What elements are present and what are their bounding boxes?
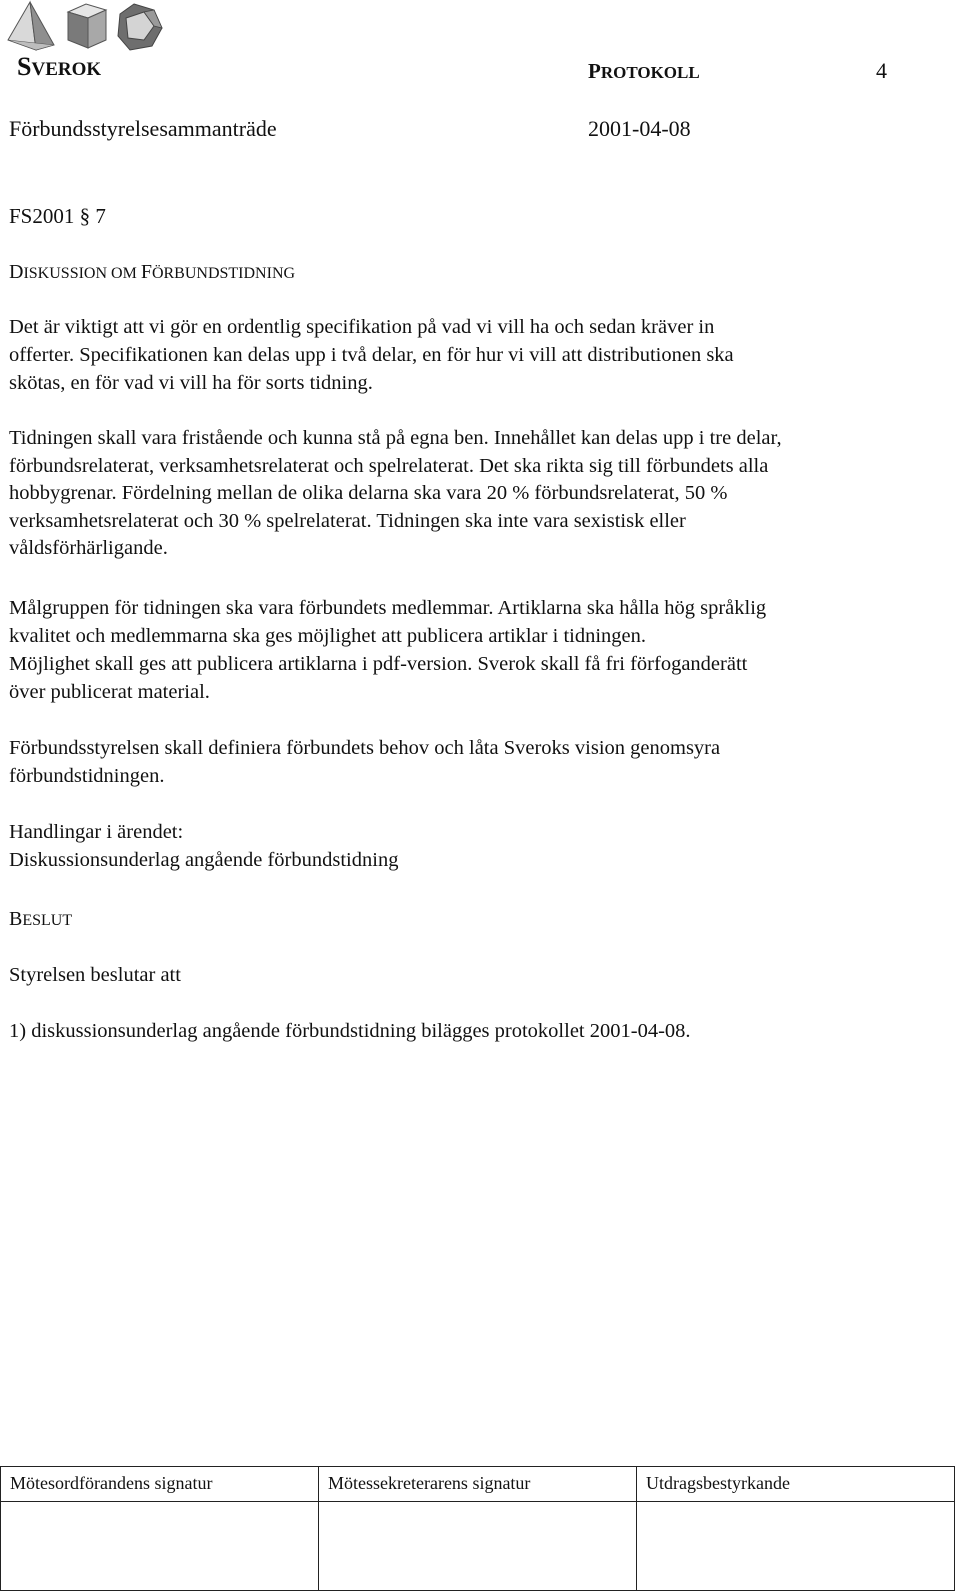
document-type-initial: P: [588, 59, 601, 83]
decision-item: 1) diskussionsunderlag angående förbundstidning bilägges protokollet 2001-04-08.: [9, 1020, 691, 1042]
signature-secretary-label: Mötessekreterarens signatur: [319, 1467, 637, 1502]
paragraph-line: Möjlighet skall ges att publicera artiklarna i pdf-version. Sverok skall få fri förfoganderätt: [9, 653, 748, 675]
paragraph-line: skötas, en för vad vi vill ha för sorts tidning.: [9, 372, 373, 394]
paragraph-line: verksamhetsrelaterat och 30 % spelrelaterat. Tidningen ska inte vara sexistisk eller: [9, 509, 686, 532]
signature-table: [0, 1466, 955, 1591]
meeting-date: 2001-04-08: [588, 116, 691, 141]
sverok-logo: [6, 0, 166, 58]
paragraph-line: offerter. Specifikationen kan delas upp i två delar, en för hur vi vill att distributionen ska: [9, 344, 734, 366]
pyramid-shape: [8, 2, 54, 50]
signature-attestation-field[interactable]: [637, 1502, 955, 1591]
document-type: [588, 58, 700, 84]
signature-secretary-field[interactable]: [319, 1502, 637, 1591]
decision-intro: Styrelsen beslutar att: [9, 964, 181, 986]
paragraph-target-group: [9, 594, 766, 706]
paragraph-line: Det är viktigt att vi gör en ordentlig specifikation på vad vi vill ha och sedan kräver in: [9, 316, 715, 338]
section-title-rest-2: ÖRBUNDSTIDNING: [151, 265, 296, 282]
section-title: [9, 258, 295, 288]
cube-shape: [68, 4, 106, 48]
paragraph-line: våldsförhärligande.: [9, 537, 168, 560]
org-name-initial: S: [17, 52, 32, 81]
signature-chair-label: Mötesordförandens signatur: [1, 1467, 319, 1502]
section-number: FS2001 § 7: [9, 204, 106, 228]
signature-attestation-label: Utdragsbestyrkande: [637, 1467, 955, 1502]
paragraph-line: Förbundsstyrelsen skall definiera förbundets behov och låta Sveroks vision genomsyra: [9, 737, 721, 759]
polyhedron-shape: [118, 4, 162, 50]
section-title-rest-1: ISKUSSION OM: [23, 265, 141, 282]
decision-title: [9, 905, 72, 935]
paragraph-line: kvalitet och medlemmarna ska ges möjlighet att publicera artiklar i tidningen.: [9, 625, 647, 647]
paragraph-line: förbundsrelaterat, verksamhetsrelaterat och spelrelaterat. Det ska rikta sig till förbundets alla: [9, 454, 769, 477]
page-number: 4: [876, 58, 887, 83]
paragraph-line: hobbygrenar. Fördelning mellan de olika delarna ska vara 20 % förbundsrelaterat, 50 %: [9, 482, 728, 505]
section-title-initial-2: F: [140, 261, 152, 283]
paragraph-board-vision: [9, 734, 720, 790]
paragraph-line: över publicerat material.: [9, 681, 210, 703]
paragraph-line: Tidningen skall vara fristående och kunna stå på egna ben. Innehållet kan delas upp i tre delar,: [9, 427, 782, 449]
signature-chair-field[interactable]: [1, 1502, 319, 1591]
org-name-rest: VEROK: [31, 59, 102, 80]
paragraph-line: Målgruppen för tidningen ska vara förbundets medlemmar. Artiklarna ska hålla hög språklig: [9, 597, 767, 619]
documents-item: Diskussionsunderlag angående förbundstidning: [9, 849, 399, 871]
paragraph-content: [9, 425, 782, 563]
section-title-initial-1: D: [9, 261, 24, 283]
signature-field-row: [1, 1502, 955, 1591]
meeting-title: Förbundsstyrelsesammanträde: [9, 116, 277, 141]
document-type-rest: ROTOKOLL: [600, 63, 700, 82]
signature-header-row: [1, 1467, 955, 1502]
decision-title-initial: B: [9, 908, 23, 930]
org-name: [17, 52, 101, 82]
documents-block: [9, 818, 398, 874]
paragraph-line: förbundstidningen.: [9, 765, 165, 787]
documents-label: Handlingar i ärendet:: [9, 821, 184, 843]
paragraph-specification: [9, 313, 734, 397]
decision-title-rest: ESLUT: [22, 912, 73, 929]
